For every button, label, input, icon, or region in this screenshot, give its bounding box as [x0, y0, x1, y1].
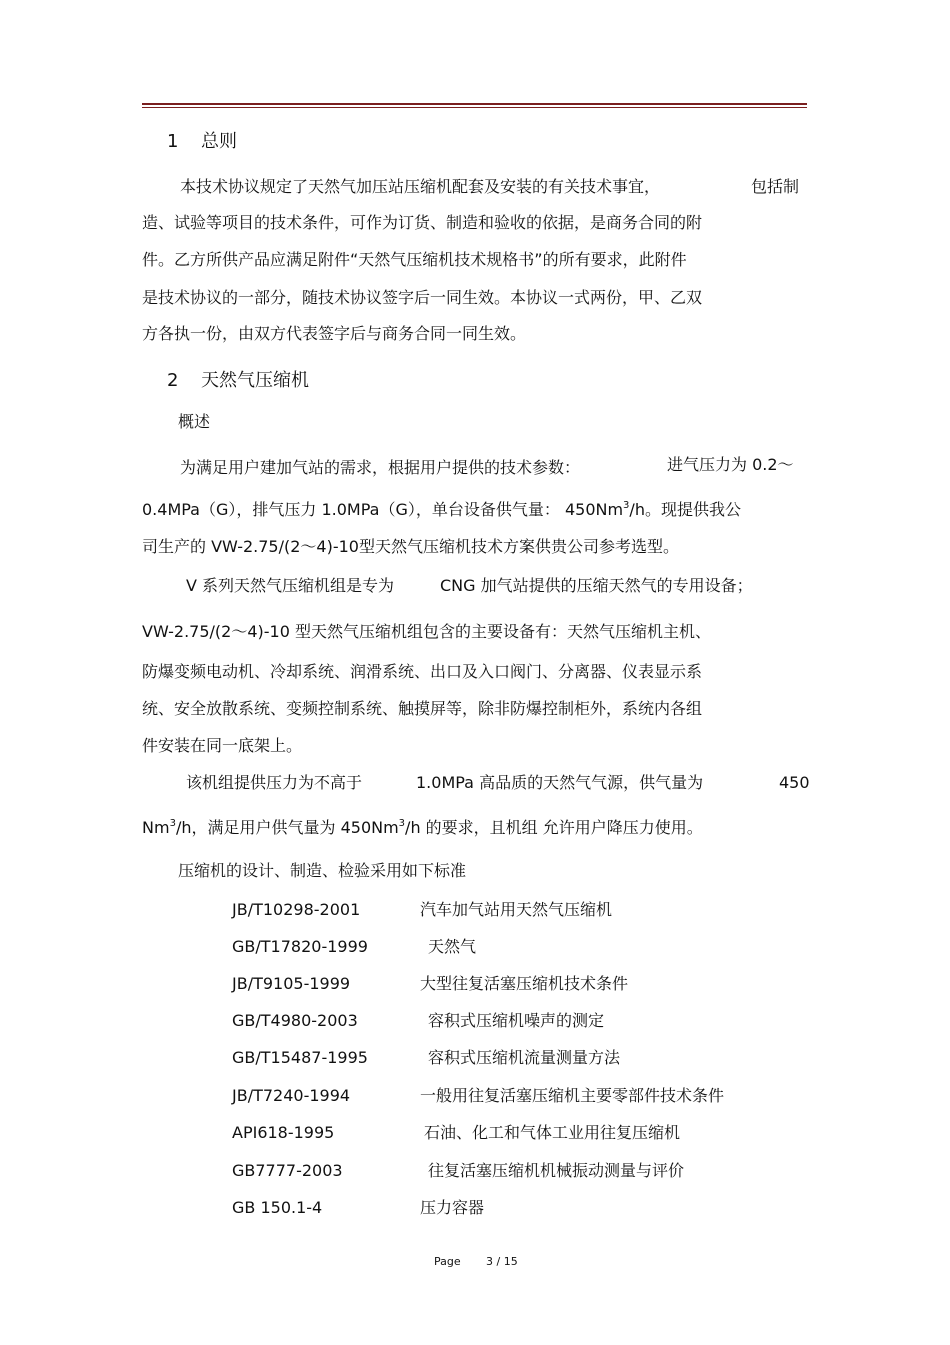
- page-label: Page: [434, 1255, 461, 1268]
- standard-name: 一般用往复活塞压缩机主要零部件技术条件: [420, 1086, 725, 1105]
- standards-intro: 压缩机的设计、制造、检验采用如下标准: [178, 861, 467, 880]
- standard-name: 往复活塞压缩机机械振动测量与评价: [428, 1161, 685, 1180]
- paragraph-line: 防爆变频电动机、冷却系统、润滑系统、出口及入口阀门、分离器、仪表显示系: [142, 662, 703, 681]
- page-number: 3 / 15: [486, 1255, 518, 1268]
- paragraph-line: 司生产的 VW-2.75/(2～4)-10型天然气压缩机技术方案供贵公司参考选型。: [142, 537, 679, 556]
- standard-code: GB/T17820-1999: [232, 937, 368, 956]
- standard-name: 天然气: [428, 937, 477, 956]
- section-1-title: 总则: [201, 131, 237, 152]
- paragraph-line: 件。乙方所供产品应满足附件“天然气压缩机技术规格书”的所有要求，此附件: [142, 250, 687, 269]
- standard-code: GB/T15487-1995: [232, 1048, 368, 1067]
- overview-heading: 概述: [178, 412, 211, 431]
- standard-code: GB/T4980-2003: [232, 1011, 358, 1030]
- standard-code: JB/T9105-1999: [232, 974, 351, 993]
- paragraph-line: Nm$^3$/h，满足用户供气量为 450Nm$^3$/h 的要求，且机组 允许用户降压力使用。: [142, 818, 703, 837]
- standard-code: JB/T7240-1994: [232, 1086, 351, 1105]
- paragraph-line: V 系列天然气压缩机组是专为: [186, 576, 395, 595]
- paragraph-line: 是技术协议的一部分，随技术协议签字后一同生效。本协议一式两份，甲、乙双: [142, 288, 703, 307]
- header-rule-thick: [142, 103, 807, 105]
- section-2-title: 天然气压缩机: [201, 370, 309, 391]
- paragraph-line: 本技术协议规定了天然气加压站压缩机配套及安装的有关技术事宜，: [180, 177, 661, 196]
- paragraph-line: 0.4MPa（G），排气压力 1.0MPa（G），单台设备供气量： 450Nm$^3$/h。现提供我公: [142, 500, 741, 519]
- standard-name: 大型往复活塞压缩机技术条件: [420, 974, 629, 993]
- standard-name: 容积式压缩机流量测量方法: [428, 1048, 621, 1067]
- paragraph-line: 包括制: [751, 177, 800, 196]
- standard-name: 容积式压缩机噪声的测定: [428, 1011, 605, 1030]
- paragraph-line: VW-2.75/(2～4)-10 型天然气压缩机组包含的主要设备有：天然气压缩机主机、: [142, 622, 711, 641]
- paragraph-line: 450: [779, 773, 810, 792]
- section-1-number: 1: [167, 131, 179, 152]
- standard-code: GB 150.1-4: [232, 1198, 323, 1217]
- paragraph-line: 1.0MPa 高品质的天然气气源，供气量为: [416, 773, 704, 792]
- standard-name: 压力容器: [420, 1198, 485, 1217]
- standard-name: 汽车加气站用天然气压缩机: [420, 900, 613, 919]
- paragraph-line: 件安装在同一底架上。: [142, 736, 303, 755]
- standard-code: GB7777-2003: [232, 1161, 343, 1180]
- paragraph-line: 方各执一份，由双方代表签字后与商务合同一同生效。: [142, 324, 527, 343]
- section-2-number: 2: [167, 370, 179, 391]
- paragraph-line: CNG 加气站提供的压缩天然气的专用设备；: [440, 576, 753, 595]
- paragraph-line: 造、试验等项目的技术条件，可作为订货、制造和验收的依据，是商务合同的附: [142, 213, 703, 232]
- standard-code: JB/T10298-2001: [232, 900, 361, 919]
- paragraph-line: 统、安全放散系统、变频控制系统、触摸屏等，除非防爆控制柜外，系统内各组: [142, 699, 703, 718]
- standard-name: 石油、化工和气体工业用往复压缩机: [424, 1123, 681, 1142]
- paragraph-line: 该机组提供压力为不高于: [186, 773, 363, 792]
- paragraph-line: 进气压力为 0.2～: [667, 455, 794, 474]
- paragraph-line: 为满足用户建加气站的需求，根据用户提供的技术参数：: [180, 458, 581, 477]
- header-rule-thin: [142, 107, 807, 108]
- standard-code: API618-1995: [232, 1123, 335, 1142]
